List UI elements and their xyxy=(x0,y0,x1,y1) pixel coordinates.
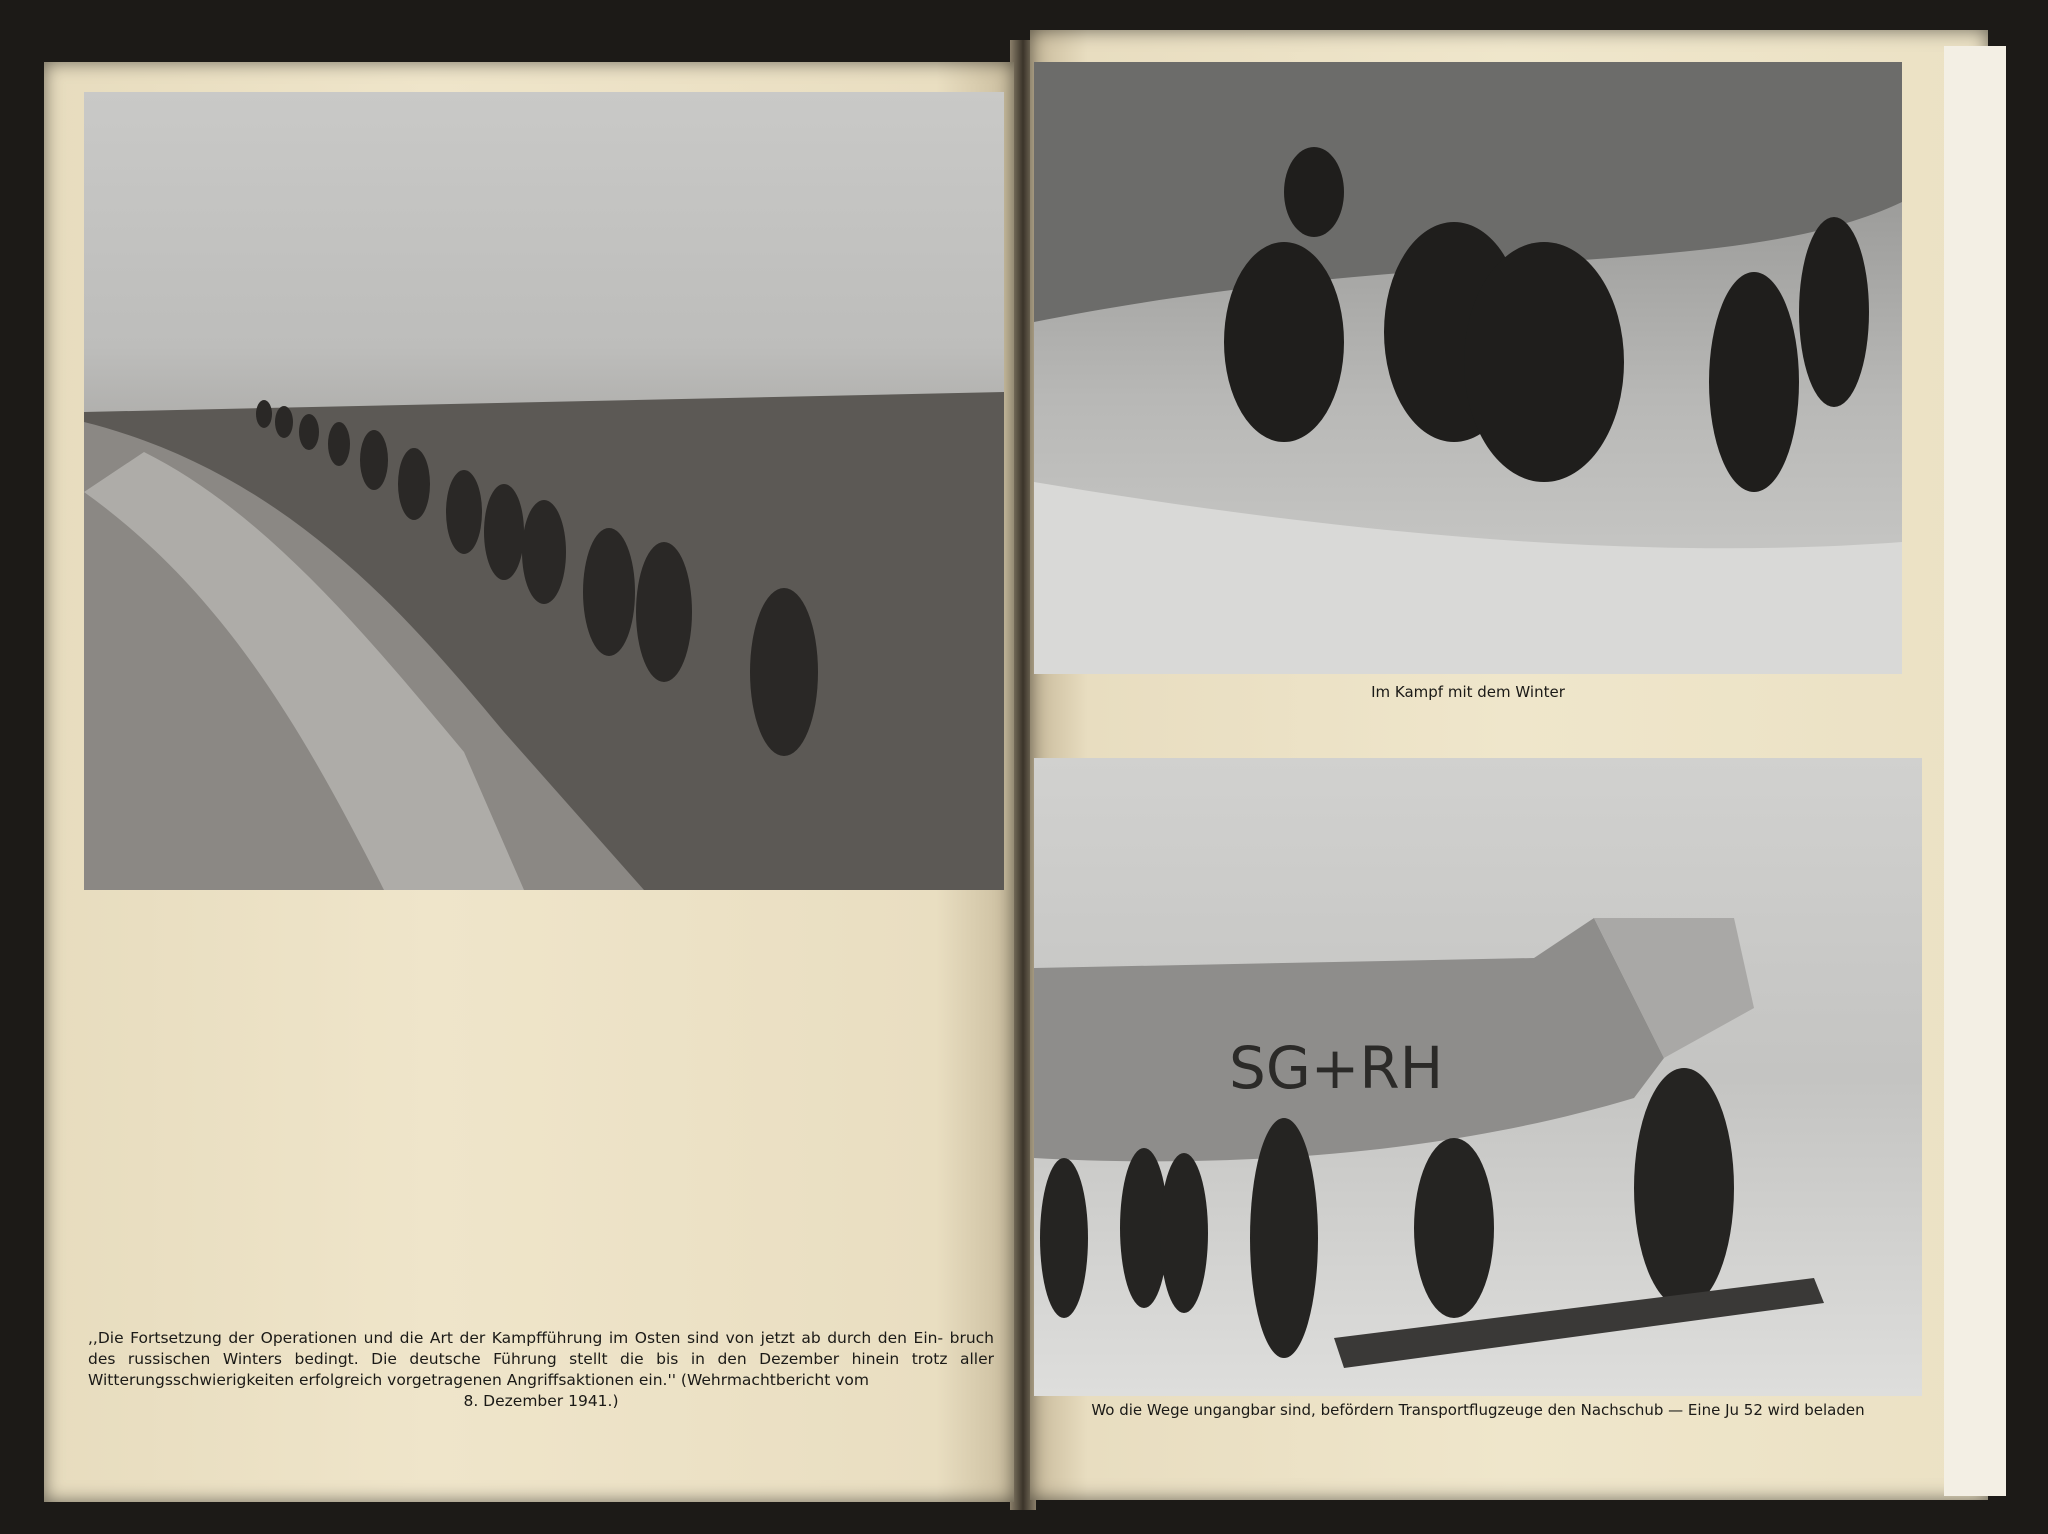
caption-line: ,,Die Fortsetzung der Operationen und die Art der Kampfführung im Osten sind von jetzt ab durch den Ein- xyxy=(88,1329,944,1347)
plane-marking: SG+RH xyxy=(1229,1034,1444,1102)
caption-line: bruch des russischen Winters bedingt. Die deutsche Führung stellt die bis in den Dezember hinein trotz aller xyxy=(88,1329,994,1368)
page-edge xyxy=(1944,46,2006,1496)
caption-plane: Wo die Wege ungangbar sind, befördern Transportflugzeuge den Nachschub — Eine Ju 52 wird beladen xyxy=(1091,1401,1865,1419)
caption-line: Witterungsschwierigkeiten erfolgreich vorgetragenen Angriffsaktionen ein.'' (Wehrmachtbericht vom xyxy=(88,1371,870,1389)
caption-left-page xyxy=(88,1328,994,1412)
photo-ju52-plane xyxy=(1034,758,1922,1396)
caption-line: 8. Dezember 1941.) xyxy=(463,1392,619,1410)
caption-horses: Im Kampf mit dem Winter xyxy=(1371,683,1565,701)
photo-horses-in-snow xyxy=(1034,62,1902,674)
photo-soldiers-marching xyxy=(84,92,1004,890)
